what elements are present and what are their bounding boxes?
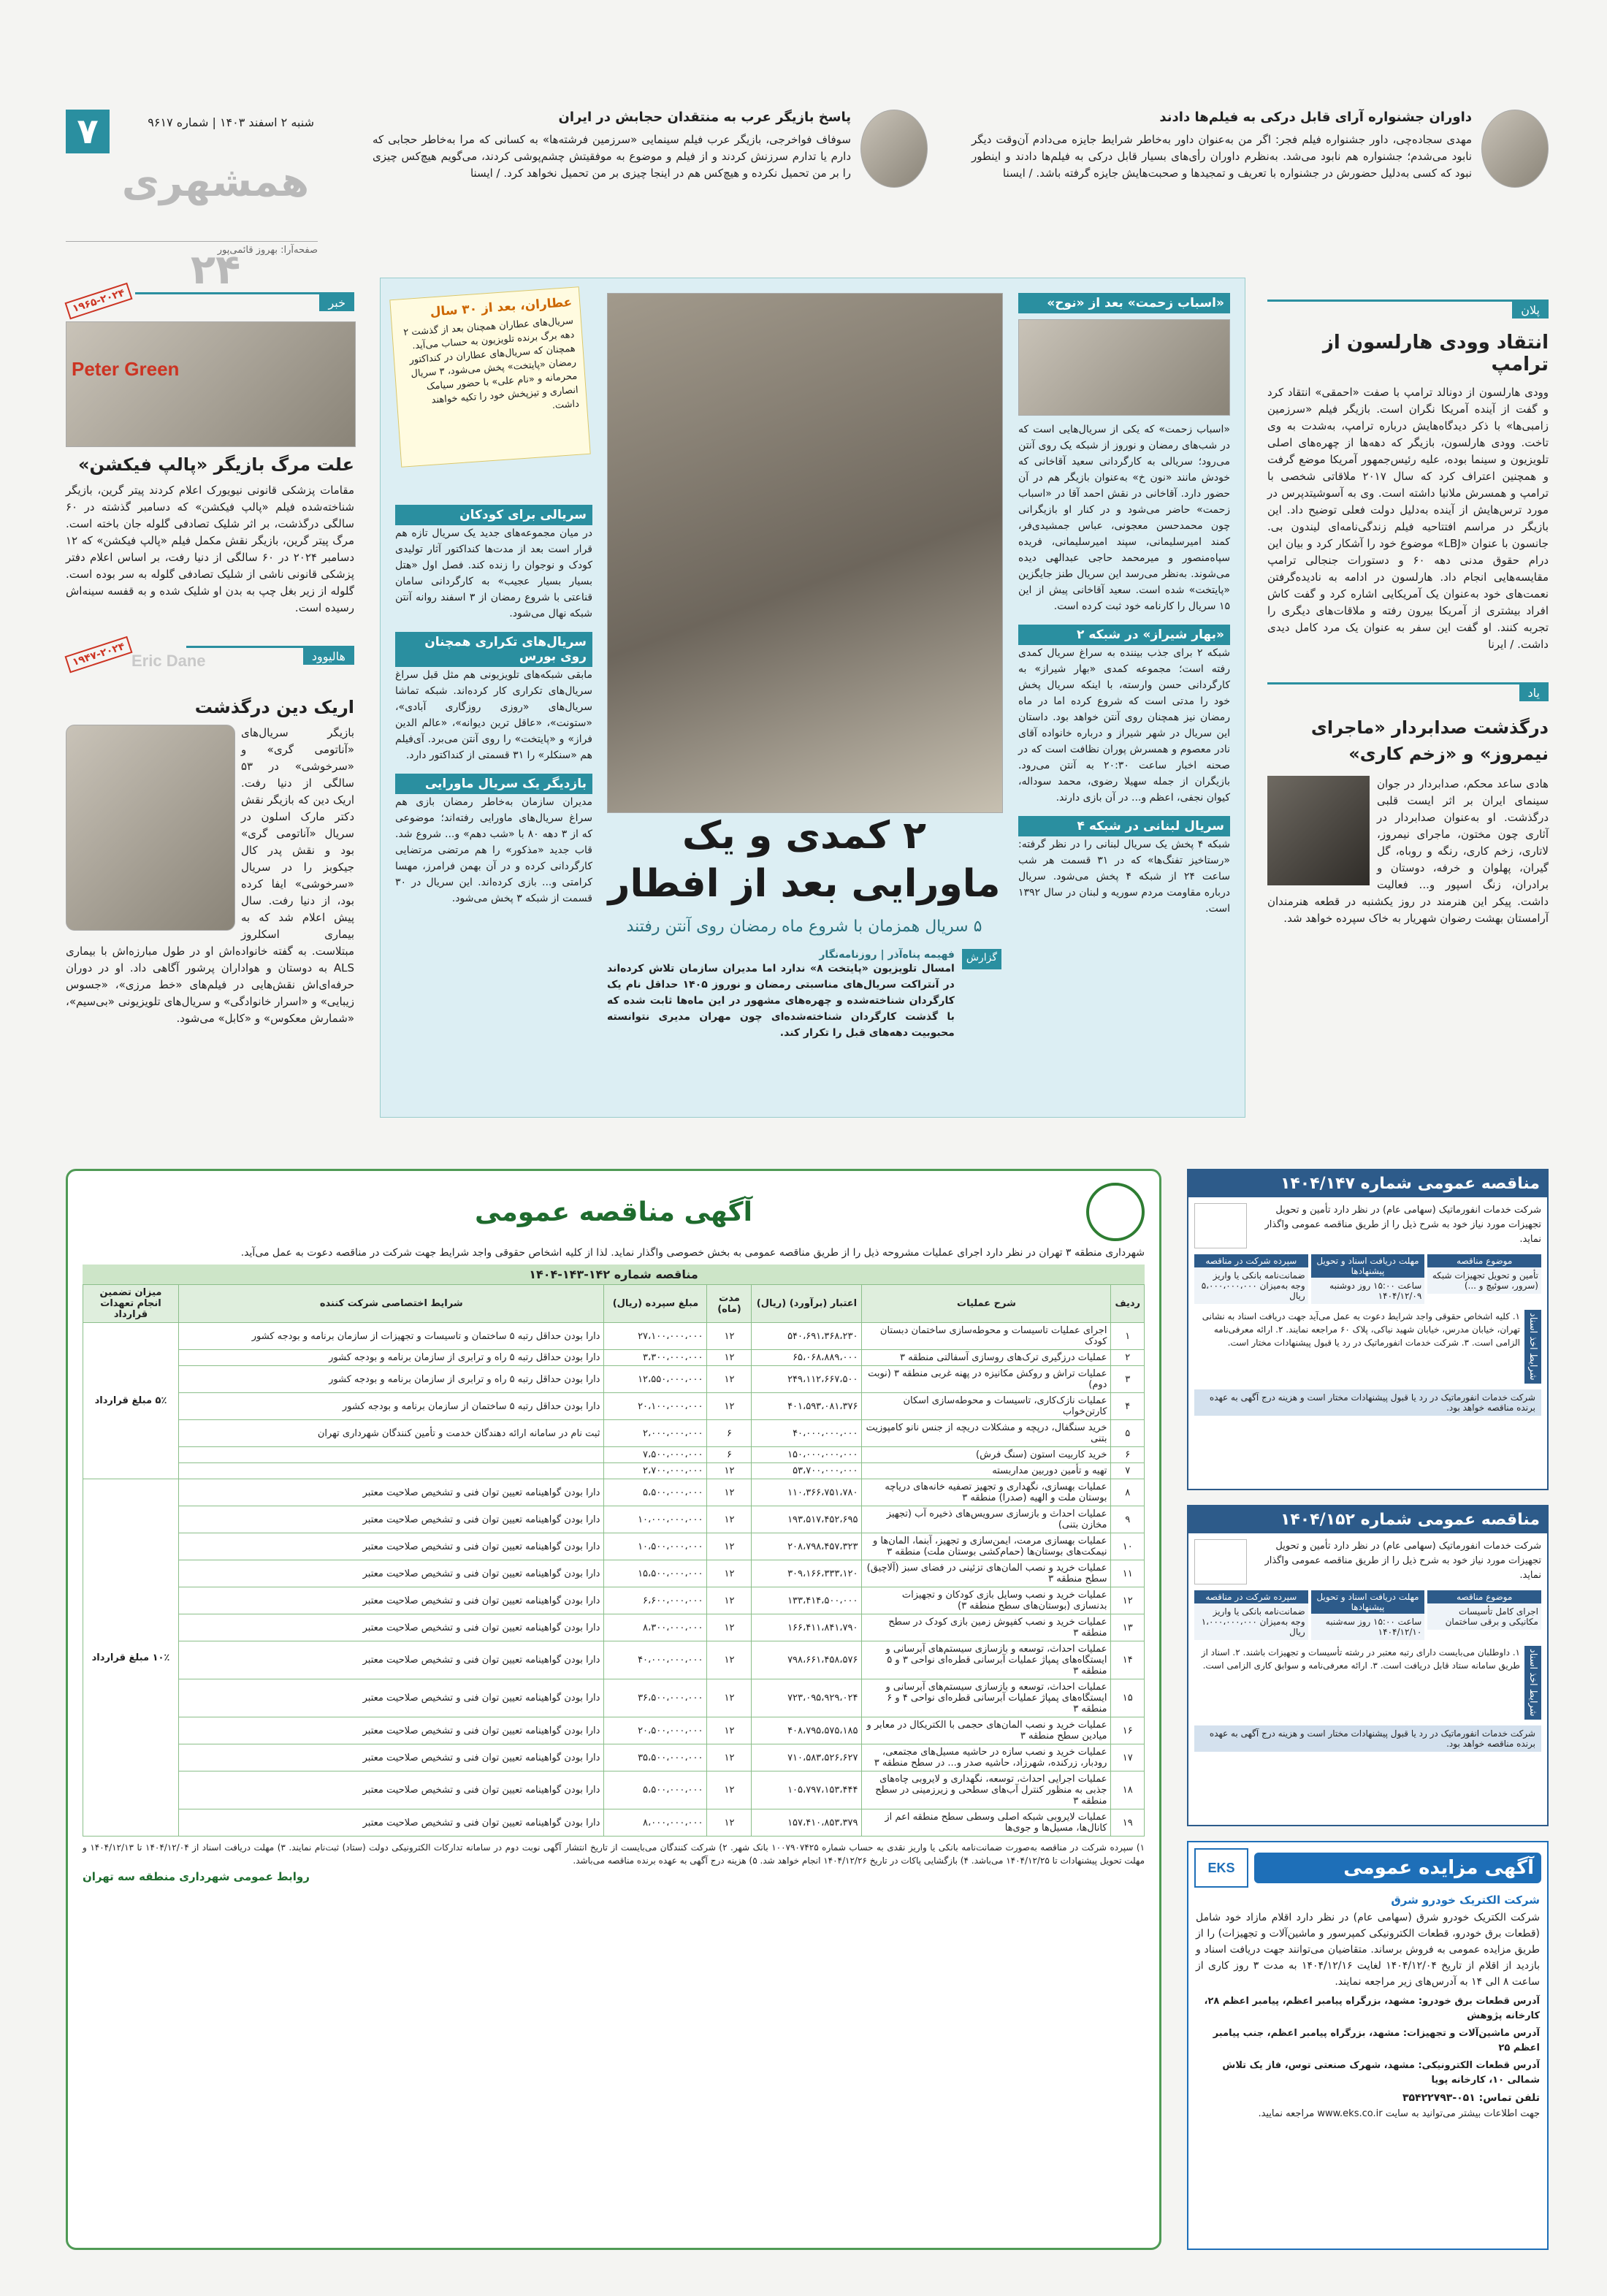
table-cell: ۱۲ (707, 1533, 752, 1560)
table-cell: ۱۲ (707, 1717, 752, 1744)
auction-company: شرکت الکتریک خودرو شرق (1391, 1893, 1540, 1907)
table-row (83, 1447, 1145, 1463)
col-b-item-2-body: مدیران سازمان به‌خاطر رمضان بازی هم سراغ سریال‌های ماورایی رفته‌اند؛ موضوعی که از ۳ دهه ۸۰ با «شب دهم» و... شروع شد. قاب جدید «مذکور» را هم مرتضی مرتضایی کارگردانی کرده و در آن بهمن فرامرز، مهسا کرامتی و... بازی کرده‌اند. این سریال در ۳۰ قسمت از شبکه ۳ پخش می‌شود. (395, 796, 592, 904)
table-cell: خرید کاربیت استون (سنگ فرش) (862, 1447, 1111, 1463)
table-cell: دارا بودن گواهینامه تعیین توان فنی و تشخیص صلاحیت معتبر (179, 1641, 604, 1679)
kicker-news: خبر (319, 294, 354, 311)
col-a-item-1-title: «بهار شیراز» در شبکه ۲ (1018, 625, 1230, 645)
eric-dane-body: بازیگر سریال‌های «آناتومی گری» و «سرخوشی» در ۵۳ سالگی از دنیا رفت. اریک دین که بازیگر نقش دکتر مارک اسلون در سریال «آناتومی گری» بود و نقش پدر کال جیکوبز را در سریال «سرخوشی» ایفا کرده بود، از دنیا رفت. سال پیش اعلام شد که به بیماری اسکلروز مبتلاست. به گفته خانواده‌اش او در طول مبارزه‌اش با بیماری ALS به دوستان و هواداران پرشور آگاهی داد. او در دوران حرفه‌ای‌اش نقش‌هایی در فیلم‌های «خط مرزی»، «جسوس زیبایی» و «اسرار خانوادگی» و سریال‌های تلویزیونی «بی‌سیم»، «شمارش معکوس» و «کابل» می‌شود. (66, 726, 354, 1025)
table-cell: ثبت نام در سامانه ارائه دهندگان خدمت و تأمین کنندگان شهرداری تهران (179, 1420, 604, 1447)
table-cell: ۲۷،۱۰۰،۰۰۰،۰۰۰ (604, 1323, 707, 1350)
table-cell: ۷۲۳،۰۹۵،۹۲۹،۰۲۴ (752, 1679, 862, 1717)
table-cell: دارا بودن گواهینامه تعیین توان فنی و تشخیص صلاحیت معتبر (179, 1587, 604, 1614)
col-a-item-0-title: «اسباب زحمت» بعد از «نوح» (1018, 293, 1230, 313)
table-cell: ۸،۳۰۰،۰۰۰،۰۰۰ (604, 1614, 707, 1641)
table-cell: ۱۲ (707, 1366, 752, 1393)
eric-dane-caption: Eric Dane (131, 652, 206, 670)
table-cell: ۱ (1111, 1323, 1145, 1350)
table-row (83, 1350, 1145, 1366)
table-cell: ۲،۷۰۰،۰۰۰،۰۰۰ (604, 1463, 707, 1479)
table-cell: ۱۲ (707, 1560, 752, 1587)
table-cell: ۲۰،۱۰۰،۰۰۰،۰۰۰ (604, 1393, 707, 1420)
table-cell: ۱۲ (707, 1323, 752, 1350)
col-a-item-0-body: «اسباب زحمت» که یکی از سریال‌هایی است که در شب‌های رمضان و نوروز از شبکه یک روی آنتن می‌رود؛ سریالی به کارگردانی سعید آقاخانی که خودش مانند «نون خ» به‌عنوان بازیگر هم در آن حضور دارد. آقاخانی در نقش احمد آقا در «اسباب زحمت» حاضر می‌شود و در کنار او بازیگرانی چون محمدحسن معجونی، عباس جمشیدی‌فر، کمند امیرسلیمانی، سپند امیرسلیمانی، فریده سپاه‌منصور و میرمحمد حاجی عبدالهی دیده می‌شوند. به‌نظر می‌رسد این سریال طنز جایگزین «پایتخت» شده است. سعید آقاخانی پیش از این ۱۵ سریال را کارنامه خود ثبت کرده است. (1018, 424, 1230, 612)
col-b-item-2-title: بازدیگر یک سریال ماورایی (395, 774, 592, 794)
table-cell: دارا بودن گواهینامه تعیین توان فنی و تشخیص صلاحیت معتبر (179, 1614, 604, 1641)
pinned-note-body: سریال‌های عطاران همچنان بعد از گذشت ۲ دهه برگ برنده تلویزیون به حساب می‌آید. همچنان که سریال‌های عطاران در کنداکتور رمضان «پایتخت» پخش می‌شود، ۳ سریال محرمانه و «نام علی» با حضور سیامک انصاری و تیزپخش خود را تکیه خواهند داشت. (402, 315, 580, 412)
col-a-item-2-body: شبکه ۴ پخش یک سریال لبنانی را در نظر گرفته: «رستاخیز تفنگ‌ها» که در ۳۱ قسمت هر شب ساعت ۲۴ از شبکه ۴ پخش می‌شود. سریال درباره مقاومت مردم سوریه و لبنان در سال ۱۳۹۲ است. (1018, 839, 1230, 915)
auction-phone: تلفن تماس: ۰۵۱-۳۵۴۲۲۷۹۳ (1402, 2092, 1540, 2104)
table-cell: ۸،۰۰۰،۰۰۰،۰۰۰ (604, 1809, 707, 1837)
table-cell: ۲،۰۰۰،۰۰۰،۰۰۰ (604, 1420, 707, 1447)
table-cell: ۹ (1111, 1506, 1145, 1533)
table-cell: عملیات احداث و بازسازی سرویس‌های ذخیره آب (تجهیز مخازن بتنی) (862, 1506, 1111, 1533)
tender-152-col-subject: موضوع مناقصه (1427, 1590, 1541, 1603)
tender-main-footer: ۱) سپرده شرکت در مناقصه به‌صورت ضمانت‌نامه بانکی یا واریز نقدی به حساب شماره ۱۰۰۷۹۰۷۴۲۵ بانک شهر. ۲) شرکت کنندگان می‌بایست از تاریخ انتشار آگهی نوبت دوم در سامانه تدارکات الکترونیکی دولت (ستاد) ثبت‌نام نمایند. ۳) مهلت دریافت اسناد از ۱۴۰۴/۱۲/۰۴ تا ۱۴۰۴/۱۲/۱۳ و مهلت تحویل پیشنهادات تا ۱۴۰۴/۱۲/۲۵ می‌باشد. ۴) بازگشایی پاکات در تاریخ ۱۴۰۴/۱۲/۲۶ انجام خواهد شد. ۵) هزینه درج آگهی به عهده برنده مناقصه می‌باشد. (83, 1842, 1145, 1866)
table-cell: ۱۶۶،۴۱۱،۸۴۱،۷۹۰ (752, 1614, 862, 1641)
informatics-logo (1194, 1203, 1247, 1248)
table-cell: ۱۰۵،۷۹۷،۱۵۳،۴۴۴ (752, 1771, 862, 1809)
table-cell: ۶،۶۰۰،۰۰۰،۰۰۰ (604, 1587, 707, 1614)
sound-recordist-title: درگذشت صدابردار «ماجرای نیمروز» و «زخم کاری» (1310, 717, 1549, 764)
table-cell: ۱۸ (1111, 1771, 1145, 1809)
tender-147-conditions: ۱. کلیه اشخاص حقوقی واجد شرایط دعوت به عمل می‌آید جهت دریافت اسناد به نشانی تهران، خیابان مدرس، خیابان شهید نیاکی، پلاک ۶۰ مراجعه نمایند. ۲. ارائه معرفی‌نامه الزامی است. ۳. شرکت خدمات انفورماتیک در رد یا قبول پیشنهادات مختار است. (1202, 1311, 1520, 1348)
table-cell: دارا بودن گواهینامه تعیین توان فنی و تشخیص صلاحیت معتبر (179, 1479, 604, 1506)
th-deposit: مبلغ سپرده (ریال) (604, 1285, 707, 1323)
table-cell: دارا بودن گواهینامه تعیین توان فنی و تشخیص صلاحیت معتبر (179, 1744, 604, 1771)
table-cell: ۱۴ (1111, 1641, 1145, 1679)
sound-recordist-photo (1267, 776, 1370, 885)
sound-recordist-body: هادی ساعد محکم، صدابردار در جوان سینمای ایران بر اثر ایست قلبی درگذشت. او به‌عنوان صدابردار در آثاری چون مختون، ماجرای نیمروز، لاتاری، زخم کاری، رنگه و روباه، گل گیران، پهلوان و خرفه، دوستان و برادران، زنگ اسپور و... فعالیت داشت. پیکر این هنرمند در روز یکشنبه در قطعه هنرمندان آرامستان بهشت رضوان شهریار به خاک سپرده خواهد شد. (1267, 777, 1549, 925)
table-cell: عملیات درزگیری ترک‌های روسازی آسفالتی منطقه ۳ (862, 1350, 1111, 1366)
informatics-logo-2 (1194, 1539, 1247, 1584)
table-cell: ۱۰،۰۰۰،۰۰۰،۰۰۰ (604, 1506, 707, 1533)
table-cell: ۱۲ (707, 1771, 752, 1809)
tender-152-deposit: ضمانت‌نامه بانکی یا واریز وجه به‌میزان ۱،۰۰۰،۰۰۰،۰۰۰ ریال (1194, 1603, 1308, 1640)
kicker-plan: پلان (1512, 302, 1549, 319)
th-guarantee: میزان تضمین انجام تعهدات قرارداد (83, 1285, 179, 1323)
table-row (83, 1323, 1145, 1350)
tender-152-subject: اجرای کامل تأسیسات مکانیکی و برقی ساختمان (1427, 1603, 1541, 1630)
table-cell: ۴۰،۰۰۰،۰۰۰،۰۰۰ (604, 1641, 707, 1679)
table-cell: دارا بودن حداقل رتبه ۵ راه و ترابری از سازمان برنامه و بودجه کشور (179, 1350, 604, 1366)
table-cell: ۷،۵۰۰،۰۰۰،۰۰۰ (604, 1447, 707, 1463)
table-cell: ۲۰،۵۰۰،۰۰۰،۰۰۰ (604, 1717, 707, 1744)
auction-ad (1187, 1841, 1549, 2250)
table-cell: عملیات احداث، توسعه و بازسازی سیستم‌های آبرسانی و ایستگاه‌های پمپاژ عملیات آبرسانی قطره‌ای نواحی ۴ و ۶ منطقه ۳ (862, 1679, 1111, 1717)
table-cell: ۱۲ (707, 1506, 752, 1533)
table-row (83, 1717, 1145, 1744)
table-cell: ۴۰۸،۷۹۵،۵۷۵،۱۸۵ (752, 1717, 862, 1744)
tender-147-note: شرکت خدمات انفورماتیک در رد یا قبول پیشنهادات مختار است و هزینه درج آگهی به عهده برنده مناقصه خواهد بود. (1194, 1389, 1541, 1416)
table-cell: دارا بودن حداقل رتبه ۵ ساختمان و تاسیسات و تجهیزات از سازمان برنامه و بودجه کشور (179, 1323, 604, 1350)
table-cell: عملیات لایروبی شبکه اصلی وسطی سطح منطقه اعم از کانال‌ها، مسیل‌ها و جوی‌ها (862, 1809, 1111, 1837)
table-cell: ۵۴۰،۶۹۱،۳۶۸،۲۳۰ (752, 1323, 862, 1350)
actress-photo (860, 110, 928, 188)
tender-152-deadline: ساعت ۱۵:۰۰ روز سه‌شنبه ۱۴۰۴/۱۲/۱۰ (1311, 1614, 1425, 1640)
col-a-item-1-body: شبکه ۲ برای جذب بیننده به سراغ سریال کمدی رفته است؛ مجموعه کمدی «بهار شیراز» به کارگردانی حسن وارسته، با اینکه سریال پخش خود را مدتی است که شروع کرده اما در ماه رمضان نیز همچنان روی آنتن خواهد بود. داستان این سریال در شهر شیراز و درباره خانواده آقای نادر معصوم و همسرش پوران نظافت است که در صحنه اخبار ساعت ۲۰:۳۰ به آنتن می‌رود. بازیگران از جمله سهیلا رضوی، محمد سوداله، کیوان نجفی، اعظم و... در آن بازی دارند. (1018, 647, 1230, 804)
table-cell: ۱۲ (707, 1393, 752, 1420)
table-cell: ۵ (1111, 1420, 1145, 1447)
layout-editor: صفحه‌آرا: بهروز قائمی‌پور (66, 241, 318, 256)
table-row (83, 1533, 1145, 1560)
lead-paragraph: امسال تلویزیون «پایتخت ۸» ندارد اما مدیران سازمان تلاش کرده‌اند در آنتراکت سریال‌های مناسبتی رمضان و نوروز ۱۴۰۵ حداقل نام یک کارگردان شناخته‌شده و چهره‌های مشهور در این ماه‌ها ثابت شده که با گذشت کارگردان شناخته‌شده‌ای چون مهران مدیری نتوانسته محبوبیت دهه‌های قبل را تکرار کند. (607, 963, 955, 1039)
kicker-hollywood: هالیوود (303, 648, 354, 665)
th-conditions: شرایط اختصاصی شرکت کننده (179, 1285, 604, 1323)
page-number-badge: ۷ (66, 110, 110, 153)
table-cell: ۲ (1111, 1350, 1145, 1366)
harrelson-title: انتقاد وودی هارلسون از ترامپ (1322, 332, 1549, 375)
issue-date: شنبه ۲ اسفند ۱۴۰۳ | شماره ۹۶۱۷ (148, 115, 314, 129)
tender-147-col-subject: موضوع مناقصه (1427, 1254, 1541, 1267)
table-cell: عملیات بهسازی مرمت، ایمن‌سازی و تجهیز، آبنما، المان‌ها و نیمکت‌های بوستان‌ها (حمام‌کشی بوستان ملت) منطقه ۳ (862, 1533, 1111, 1560)
col-a-item-2-title: سریال لبنانی در شبکه ۴ (1018, 816, 1230, 836)
report-label: گزارش (962, 949, 1001, 969)
peter-green-title: علت مرگ بازیگر «پالپ فیکشن» (77, 454, 354, 475)
auction-address-1: آدرس قطعات برق خودرو: مشهد، بزرگراه پیامبر اعظم، پیامبر اعظم ۲۸، کارخانه پژوهش (1204, 1996, 1540, 2021)
tender-152-conditions: ۱. داوطلبان می‌بایست دارای رتبه معتبر در رشته تأسیسات و تجهیزات باشند. ۲. اسناد از طریق سامانه ستاد قابل دریافت است. ۳. ارائه معرفی‌نامه و سوابق کاری الزامی است. (1201, 1647, 1520, 1671)
table-cell: خرید سنگفال، درپچه و مشکلات دریچه از جنس نانو کامپوزیت بتنی (862, 1420, 1111, 1447)
table-cell: ۷۹۸،۶۶۱،۴۵۸،۵۷۶ (752, 1641, 862, 1679)
tender-main-intro: شهرداری منطقه ۳ تهران در نظر دارد اجرای عملیات مشروحه ذیل را از طریق مناقصه عمومی به بخش خصوصی واگذار نماید. لذا از کلیه اشخاص حقوقی واجد شرایط جهت شرکت در مناقصه دعوت به عمل می‌آید. (240, 1247, 1145, 1259)
tender-147-intro: شرکت خدمات انفورماتیک (سهامی عام) در نظر دارد تأمین و تحویل تجهیزات مورد نیاز خود به شرح ذیل را از طریق مناقصه عمومی واگذار نماید. (1264, 1205, 1541, 1245)
col-a (1018, 293, 1230, 917)
eric-dane-photo (66, 725, 235, 931)
main-photo (607, 293, 1003, 813)
eks-logo: EKS (1194, 1848, 1248, 1888)
section-logo: همشهری ۲۴ (121, 159, 310, 294)
tender-147-subject: تأمین و تحویل تجهیزات شبکه (سرور، سوئیچ و ...) (1427, 1267, 1541, 1294)
tender-152-title: مناقصه عمومی شماره ۱۴۰۴/۱۵۲ (1188, 1506, 1547, 1533)
table-cell: دارا بودن گواهینامه تعیین توان فنی و تشخیص صلاحیت معتبر (179, 1809, 604, 1837)
pinned-note (389, 286, 590, 468)
table-cell: تهیه و تأمین دوربین مداربسته (862, 1463, 1111, 1479)
table-cell: ۴ (1111, 1393, 1145, 1420)
table-cell: ۲۰۸،۷۹۸،۴۵۷،۳۲۳ (752, 1533, 862, 1560)
table-cell: ۱۷ (1111, 1744, 1145, 1771)
kicker-yad: یاد (1519, 684, 1549, 701)
col-b-item-0-body: در میان مجموعه‌های جدید یک سریال تازه هم قرار است بعد از مدت‌ها کنداکتور آثار تولیدی کودک و نوجوان را زنده کند. فصل اول «هتل بسیار بسیار عجیب» به کارگردانی سامان قناعتی با شروع رمضان از ۳ اسفند روانه آنتن شبکه نهال می‌شود. (395, 527, 593, 619)
table-cell: عملیات تراش و روکش مکانیزه در پهنه غربی منطقه ۳ (نوبت دوم) (862, 1366, 1111, 1393)
table-cell: ۴۰،۰۰۰،۰۰۰،۰۰۰ (752, 1420, 862, 1447)
table-cell: ۳،۳۰۰،۰۰۰،۰۰۰ (604, 1350, 707, 1366)
table-cell: ۱۵ (1111, 1679, 1145, 1717)
table-row (83, 1366, 1145, 1393)
table-cell: ۱۲ (707, 1350, 752, 1366)
table-cell: ۱۶ (1111, 1717, 1145, 1744)
table-cell: ۱۳ (1111, 1614, 1145, 1641)
table-cell: ۵،۵۰۰،۰۰۰،۰۰۰ (604, 1771, 707, 1809)
tender-147-col-deadline: مهلت دریافت اسناد و تحویل پیشنهادها (1311, 1254, 1425, 1278)
table-cell: ۳۰۹،۱۶۶،۳۳۳،۱۲۰ (752, 1560, 862, 1587)
table-row (83, 1479, 1145, 1506)
tender-147-col-deposit: سپرده شرکت در مناقصه (1194, 1254, 1308, 1267)
tender-147-side-label: شرایط اخذ اسناد (1524, 1310, 1541, 1384)
headline-block (607, 812, 1001, 1104)
table-cell: ۶ (1111, 1447, 1145, 1463)
pinned-note-title: عطاران، بعد از ۳۰ سال (430, 294, 573, 320)
tender-main (66, 1169, 1161, 2250)
table-cell: ۸ (1111, 1479, 1145, 1506)
tender-main-sign: روابط عمومی شهرداری منطقه سه تهران (83, 1870, 310, 1883)
center-feature (380, 278, 1245, 1118)
table-cell: ۲۴۹،۱۱۲،۶۶۷،۵۰۰ (752, 1366, 862, 1393)
eric-dane-title: اریک دین درگذشت (194, 697, 354, 717)
table-cell: عملیات خرید و نصب المان‌های تزئینی در فضای سبز (آلاچیق) سطح منطقه ۳ (862, 1560, 1111, 1587)
th-row: ردیف (1111, 1285, 1145, 1323)
table-cell: عملیات اجرایی احداث، توسعه، نگهداری و لایروبی چاه‌های جذبی به منظور کنترل آب‌های سطحی و زیرزمینی در سطح منطقه ۳ (862, 1771, 1111, 1809)
tender-table (83, 1284, 1145, 1837)
top-story-jury (972, 110, 1549, 219)
table-cell: عملیات خرید و نصب سازه در حاشیه مسیل‌های مجتمعی، رودبار، زرکنده، شهرزاد، حاشیه صدر و... در سطح منطقه ۳ (862, 1744, 1111, 1771)
table-cell: دارا بودن حداقل رتبه ۵ ساختمان از سازمان برنامه و بودجه کشور (179, 1393, 604, 1420)
header-logo-block (66, 110, 318, 294)
table-cell: ۱۵۰،۰۰۰،۰۰۰،۰۰۰ (752, 1447, 862, 1463)
guarantee-cell: ۵٪ مبلغ قرارداد (83, 1323, 179, 1479)
table-row (83, 1679, 1145, 1717)
table-cell: ۱۵،۵۰۰،۰۰۰،۰۰۰ (604, 1560, 707, 1587)
table-cell: ۱۲ (707, 1614, 752, 1641)
tender-152-intro: شرکت خدمات انفورماتیک (سهامی عام) در نظر دارد تأمین و تحویل تجهیزات مورد نیاز خود به شرح ذیل را از طریق مناقصه عمومی واگذار نماید. (1264, 1541, 1541, 1581)
peter-green-photo (66, 321, 356, 447)
top-story-actress (373, 110, 928, 219)
table-cell: ۱۱ (1111, 1560, 1145, 1587)
tender-152-col-deposit: سپرده شرکت در مناقصه (1194, 1590, 1308, 1603)
table-cell: ۱۲ (707, 1744, 752, 1771)
table-cell: ۳۶،۵۰۰،۰۰۰،۰۰۰ (604, 1679, 707, 1717)
table-cell: ۳ (1111, 1366, 1145, 1393)
table-cell: ۶ (707, 1420, 752, 1447)
guarantee-cell: ۱۰٪ مبلغ قرارداد (83, 1479, 179, 1837)
auction-address-3: آدرس قطعات الکترونیکی: مشهد، شهرک صنعتی توس، فاز یک تلاش شمالی ۱۰، کارخانه پویا (1222, 2060, 1540, 2086)
table-row (83, 1393, 1145, 1420)
table-cell: ۱۲،۵۵۰،۰۰۰،۰۰۰ (604, 1366, 707, 1393)
table-cell: ۳۵،۵۰۰،۰۰۰،۰۰۰ (604, 1744, 707, 1771)
table-cell: ۱۲ (707, 1809, 752, 1837)
table-cell: ۱۳۳،۴۱۴،۵۰۰،۰۰۰ (752, 1587, 862, 1614)
table-cell: ۱۲ (707, 1641, 752, 1679)
table-cell: ۱۰ (1111, 1533, 1145, 1560)
top-story-2-title: پاسخ بازیگر عرب به منتقدان حجابش در ایران (558, 110, 851, 125)
table-row (83, 1809, 1145, 1837)
peter-green-caption: Peter Green (72, 358, 180, 380)
table-cell: ۱۰،۵۰۰،۰۰۰،۰۰۰ (604, 1533, 707, 1560)
table-cell: ۶ (707, 1447, 752, 1463)
table-row (83, 1744, 1145, 1771)
table-row (83, 1463, 1145, 1479)
main-headline: ۲ کمدی و یک ماورایی بعد از افطار (608, 814, 1001, 906)
tender-main-title: آگهی مناقصه عمومی (475, 1197, 752, 1227)
table-cell: ۱۲ (707, 1479, 752, 1506)
table-cell: ۷۱۰،۵۸۳،۵۲۶،۶۲۷ (752, 1744, 862, 1771)
tender-main-subtitle: مناقصه شماره ۱۴۲-۱۴۳-۱۴۰۴ (83, 1265, 1145, 1284)
table-cell: عملیات خرید و نصب کفپوش زمین بازی کودک در سطح منطقه ۳ (862, 1614, 1111, 1641)
tender-147 (1187, 1169, 1549, 1490)
tender-152-note: شرکت خدمات انفورماتیک در رد یا قبول پیشنهادات مختار است و هزینه درج آگهی به عهده برنده مناقصه خواهد بود. (1194, 1725, 1541, 1752)
col-b-item-0-title: سریالی برای کودکان (395, 505, 592, 525)
page-header (66, 110, 1549, 294)
table-cell: دارا بودن گواهینامه تعیین توان فنی و تشخیص صلاحیت معتبر (179, 1560, 604, 1587)
tender-152 (1187, 1505, 1549, 1826)
table-cell: ۶۵،۰۶۸،۸۸۹،۰۰۰ (752, 1350, 862, 1366)
table-cell: اجرای عملیات تاسیسات و محوطه‌سازی ساختمان دبستان کودک (862, 1323, 1111, 1350)
table-cell: دارا بودن گواهینامه تعیین توان فنی و تشخیص صلاحیت معتبر (179, 1717, 604, 1744)
th-desc: شرح عملیات (862, 1285, 1111, 1323)
peter-green-body: مقامات پزشکی قانونی نیویورک اعلام کردند پیتر گرین، بازیگر شناخته‌شده فیلم «پالپ فیکشن» که دسامبر گذشته در ۶۰ سالگی درگذشت، بر اثر شلیک تصادفی گلوله جان باخته است. مرگ پیتر گرین، بازیگر نقش مکمل فیلم «پالپ فیکشن» که ۱۲ دسامبر ۲۰۲۴ در ۶۰ سالگی از دنیا رفت، بر اساس اعلام دفتر پزشکی قانونی ناشی از شلیک تصادفی گلوله به سر بوده است. گلوله از زیر بغل چپ به بدن او شلیک شده و به قفسه سینه‌اش رسیده است. (66, 484, 354, 614)
table-cell: ۱۲ (1111, 1587, 1145, 1614)
table-row (83, 1506, 1145, 1533)
table-cell: دارا بودن گواهینامه تعیین توان فنی و تشخیص صلاحیت معتبر (179, 1506, 604, 1533)
auction-body: شرکت الکتریک خودرو شرق (سهامی عام) در نظر دارد اقلام مازاد خود شامل (قطعات برق خودرو، قطعات الکترونیکی کمپرسور و ماشین‌آلات و تجهیزات) را از طریق مزایده عمومی به فروش برساند. متقاضیان می‌توانند جهت دریافت اسناد و بازدید از اقلام از تاریخ ۱۴۰۴/۱۲/۰۴ لغایت ۱۴۰۴/۱۲/۱۶ به مدت ۳ روز کاری از ساعت ۸ الی ۱۴ به آدرس‌های زیر مراجعه نمایند. (1196, 1912, 1541, 1988)
jury-photo (1481, 110, 1549, 188)
years-badge-1: ۱۹۶۵-۲۰۲۴ (64, 283, 132, 320)
harrelson-body: وودی هارلسون از دونالد ترامپ با صفت «احمقی» انتقاد کرد و گفت از آینده آمریکا نگران است. بازیگر فیلم «سرزمین زامبی‌ها» با ذکر دیدگاه‌هایش درباره ترامپ، به‌شدت به وی تاخت. وودی هارلسون، بازیگر که دهه‌ها از چهره‌های اصلی تلویزیون و سینما بوده، علیه رئیس‌جمهور آمریکا موضع گرفت و همچنین اعتراف کرد که سال ۲۰۱۷ ملاقاتی شخصی با ترامپ و همسرش ملانیا داشته است. وی به آسوشیتدپرس در مورد ترس‌هایش از آینده به‌دلیل دولت فعلی توضیح داد. این بازیگر در مراسم افتتاحیه فیلم زندگی‌نامه‌ای لیندون بی. جانسون با عنوان «LBJ» موضوع خود را آشکار کرد و بیان این درام حقوق مدنی دهه ۶۰ و دستورات جنجالی ترامپ مقایسه‌هایی انجام داد. هارلسون در ادامه به نادیده‌گرفتن نعمت‌های خود به‌عنوان یک آمریکایی اشاره کرد و گفت کاش افراد بیشتری از آمریکا بیرون رفته و ملاقات‌های دیگری را تجربه کنند. او گفت این سفر به عنوان یک مرد کامل دیدی داشت. / ایرنا (1267, 386, 1549, 651)
byline: فهیمه پناه‌آذر | روزنامه‌نگار (819, 949, 955, 961)
tender-152-side-label: شرایط اخذ اسناد (1524, 1646, 1541, 1720)
table-row (83, 1420, 1145, 1447)
municipality-logo (1086, 1183, 1145, 1241)
table-cell: عملیات بهسازی، نگهداری و تجهیز تصفیه خانه‌های دریاچه بوستان ملت و الهیه (صدرا) منطقه ۳ (862, 1479, 1111, 1506)
table-row (83, 1614, 1145, 1641)
table-cell: ۱۹ (1111, 1809, 1145, 1837)
table-cell: ۵۳،۷۰۰،۰۰۰،۰۰۰ (752, 1463, 862, 1479)
auction-title: آگهی مزایده عمومی (1254, 1853, 1541, 1883)
table-cell: ۱۱۰،۳۶۶،۷۵۱،۷۸۰ (752, 1479, 862, 1506)
auction-address-2: آدرس ماشین‌آلات و تجهیزات: مشهد، بزرگراه پیامبر اعظم، جنب پیامبر اعظم ۲۵ (1213, 2028, 1540, 2053)
years-badge-2: ۱۹۴۷-۲۰۲۴ (64, 636, 132, 674)
table-row (83, 1771, 1145, 1809)
table-cell: دارا بودن حداقل رتبه ۵ راه و ترابری از سازمان برنامه و بودجه کشور (179, 1366, 604, 1393)
table-cell: عملیات خرید و نصب المان‌های حجمی با الکتریکال در معابر و میادین سطح منطقه ۳ (862, 1717, 1111, 1744)
tender-147-title: مناقصه عمومی شماره ۱۴۰۴/۱۴۷ (1188, 1170, 1547, 1197)
table-cell (179, 1463, 604, 1479)
table-cell: ۱۹۳،۵۱۷،۴۵۲،۶۹۵ (752, 1506, 862, 1533)
table-cell: دارا بودن گواهینامه تعیین توان فنی و تشخیص صلاحیت معتبر (179, 1679, 604, 1717)
col-a-photo (1018, 319, 1230, 416)
tender-147-deadline: ساعت ۱۵:۰۰ روز دوشنبه ۱۴۰۴/۱۲/۰۹ (1311, 1278, 1425, 1304)
tender-147-deposit: ضمانت‌نامه بانکی یا واریز وجه به‌میزان ۵،۰۰۰،۰۰۰،۰۰۰ ریال (1194, 1267, 1308, 1304)
table-cell: دارا بودن گواهینامه تعیین توان فنی و تشخیص صلاحیت معتبر (179, 1771, 604, 1809)
table-cell: عملیات خرید و نصب وسایل بازی کودکان و تجهیزات بدنسازی (بوستان‌های سطح منطقه ۳) (862, 1587, 1111, 1614)
table-cell: ۱۵۷،۴۱۰،۸۵۳،۳۷۹ (752, 1809, 862, 1837)
col-b-item-1-title: سریال‌های تکراری همچنان روی بورس (395, 632, 592, 667)
table-cell (179, 1447, 604, 1463)
th-budget: اعتبار (برآورد) (ریال) (752, 1285, 862, 1323)
main-subheadline: ۵ سریال همزمان با شروع ماه رمضان روی آنتن رفتند (626, 918, 982, 936)
table-cell: ۱۲ (707, 1679, 752, 1717)
table-cell: ۱۲ (707, 1463, 752, 1479)
auction-website: جهت اطلاعات بیشتر می‌توانید به سایت www.eks.co.ir مراجعه نمایید. (1258, 2108, 1540, 2119)
table-cell: ۷ (1111, 1463, 1145, 1479)
table-row (83, 1641, 1145, 1679)
col-b (395, 505, 592, 907)
table-cell: عملیات نازک‌کاری، تاسیسات و محوطه‌سازی اسکان کارتن‌خواب (862, 1393, 1111, 1420)
tender-152-col-deadline: مهلت دریافت اسناد و تحویل پیشنهادها (1311, 1590, 1425, 1614)
table-row (83, 1587, 1145, 1614)
table-row (83, 1560, 1145, 1587)
col-b-item-1-body: مابقی شبکه‌های تلویزیونی هم مثل قبل سراغ سریال‌های تکراری کار کرده‌اند. شبکه تماشا سریال‌های «روزی روزگاری آبادی»، «ستونت»، «عاقل ترین دیوانه»، «عالم الدین فراز» و «پایتخت» را روی آنتن می‌برد. آی‌فیلم هم «سنکلر» را ۳۱ قسمتی از کنداکتور دارد. (395, 669, 592, 761)
table-cell: عملیات احداث، توسعه و بازسازی سیستم‌های آبرسانی و ایستگاه‌های پمپاژ عملیات آبرسانی قطره‌ای نواحی ۳ و ۵ منطقه ۳ (862, 1641, 1111, 1679)
th-duration: مدت (ماه) (707, 1285, 752, 1323)
table-cell: دارا بودن گواهینامه تعیین توان فنی و تشخیص صلاحیت معتبر (179, 1533, 604, 1560)
right-column (1267, 300, 1549, 1125)
top-story-1-title: داوران جشنواره آرای قابل درکی به فیلم‌ها دادند (1159, 110, 1472, 125)
top-story-2-body: سوفاف فواخرجی، بازیگر عرب فیلم سینمایی «سرزمین فرشته‌ها» به کسانی که مرا به‌خاطر حجابی که دارم یا تدارم سرزنش کردند و از فیلم و موضوع به موفقیتش چشم‌پوشی کردند، می‌گویم هیچ‌کس چیزی را بر من تحمیل نکرده و هیچ‌کس هم در اینجا چیزی بر من تحمیل نخواهد کرد. / ایسنا (373, 133, 851, 180)
top-story-1-body: مهدی سجاده‌چی، داور جشنواره فیلم فجر: اگر من به‌عنوان داور به‌خاطر شرایط جایزه می‌دادم آن‌وقت دیگر نابود می‌شدم؛ جشنواره هم نابود می‌شد. به‌نظرم داوران رأی‌های بسیار قابل درکی به فیلم‌ها دادند و اینطور نبود که کسی به‌دلیل حضورش در جشنواره با تعریف و تمجیدها و صحبت‌هایش جایزه گرفته باشد. / ایسنا (972, 133, 1472, 180)
table-cell: ۴۰۱،۵۹۳،۰۸۱،۳۷۶ (752, 1393, 862, 1420)
table-cell: ۱۲ (707, 1587, 752, 1614)
left-column (66, 286, 354, 1125)
table-cell: ۵،۵۰۰،۰۰۰،۰۰۰ (604, 1479, 707, 1506)
